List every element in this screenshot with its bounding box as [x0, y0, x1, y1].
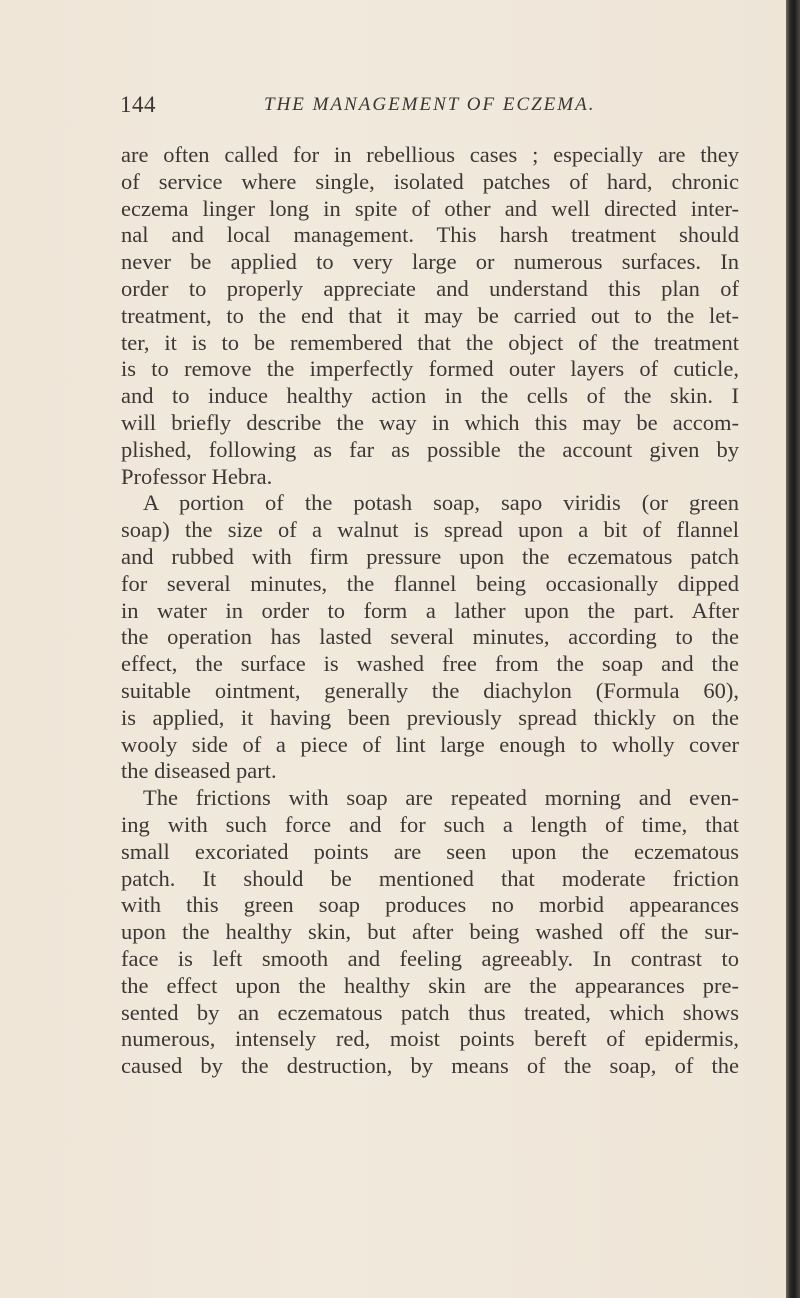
running-head	[120, 92, 740, 122]
text-line: patch. It should be mentioned that moderate friction	[121, 865, 739, 891]
text-line: effect, the surface is washed free from the soap and the	[121, 651, 739, 677]
text-line: in water in order to form a lather upon the part. After	[121, 597, 739, 623]
text-line: face is left smooth and feeling agreeably. In contrast to	[121, 945, 739, 971]
running-title: THE MANAGEMENT OF ECZEMA.	[264, 94, 596, 115]
text-line: ter, it is to be remembered that the object of the treatment	[121, 329, 739, 355]
text-line: is to remove the imperfectly formed outer layers of cuticle,	[121, 356, 739, 382]
text-line: the effect upon the healthy skin are the appearances pre-	[121, 972, 739, 998]
text-line: plished, following as far as possible the account given by	[121, 436, 739, 462]
text-line: for several minutes, the flannel being occasionally dipped	[121, 570, 739, 596]
text-line: and rubbed with firm pressure upon the eczematous patch	[121, 543, 739, 569]
text-line: Professor Hebra.	[121, 463, 273, 489]
page-edge-shadow	[786, 0, 800, 1298]
text-line: and to induce healthy action in the cells of the skin. I	[121, 383, 739, 409]
text-line: upon the healthy skin, but after being washed off the sur-	[121, 919, 739, 945]
text-line: with this green soap produces no morbid appearances	[121, 892, 739, 918]
text-line: eczema linger long in spite of other and well directed inter-	[121, 195, 739, 221]
text-line: of service where single, isolated patches of hard, chronic	[121, 168, 739, 194]
text-line: nal and local management. This harsh treatment should	[121, 222, 739, 248]
text-line: treatment, to the end that it may be carried out to the let-	[121, 302, 739, 328]
text-line: order to properly appreciate and understand this plan of	[121, 275, 739, 301]
text-line: the diseased part.	[121, 758, 277, 784]
text-line: never be applied to very large or numerous surfaces. In	[121, 249, 739, 275]
text-line: wooly side of a piece of lint large enough to wholly cover	[121, 731, 739, 757]
text-line: the operation has lasted several minutes, according to the	[121, 624, 739, 650]
text-line: numerous, intensely red, moist points bereft of epidermis,	[121, 1026, 739, 1052]
body-text	[121, 142, 739, 1080]
text-line: soap) the size of a walnut is spread upon a bit of flannel	[121, 517, 739, 543]
text-line: A portion of the potash soap, sapo viridis (or green	[143, 490, 739, 516]
text-line: is applied, it having been previously spread thickly on the	[121, 704, 739, 730]
text-line: will briefly describe the way in which this may be accom-	[121, 409, 739, 435]
page-number: 144	[120, 92, 156, 117]
text-line: are often called for in rebellious cases ; especially are they	[121, 142, 739, 167]
text-line: The frictions with soap are repeated morning and even-	[143, 785, 739, 811]
text-line: suitable ointment, generally the diachylon (Formula 60),	[121, 677, 739, 703]
text-line: caused by the destruction, by means of the soap, of the	[121, 1053, 739, 1079]
text-line: ing with such force and for such a length of time, that	[121, 811, 739, 837]
text-line: sented by an eczematous patch thus treated, which shows	[121, 999, 739, 1025]
text-line: small excoriated points are seen upon the eczematous	[121, 838, 739, 864]
